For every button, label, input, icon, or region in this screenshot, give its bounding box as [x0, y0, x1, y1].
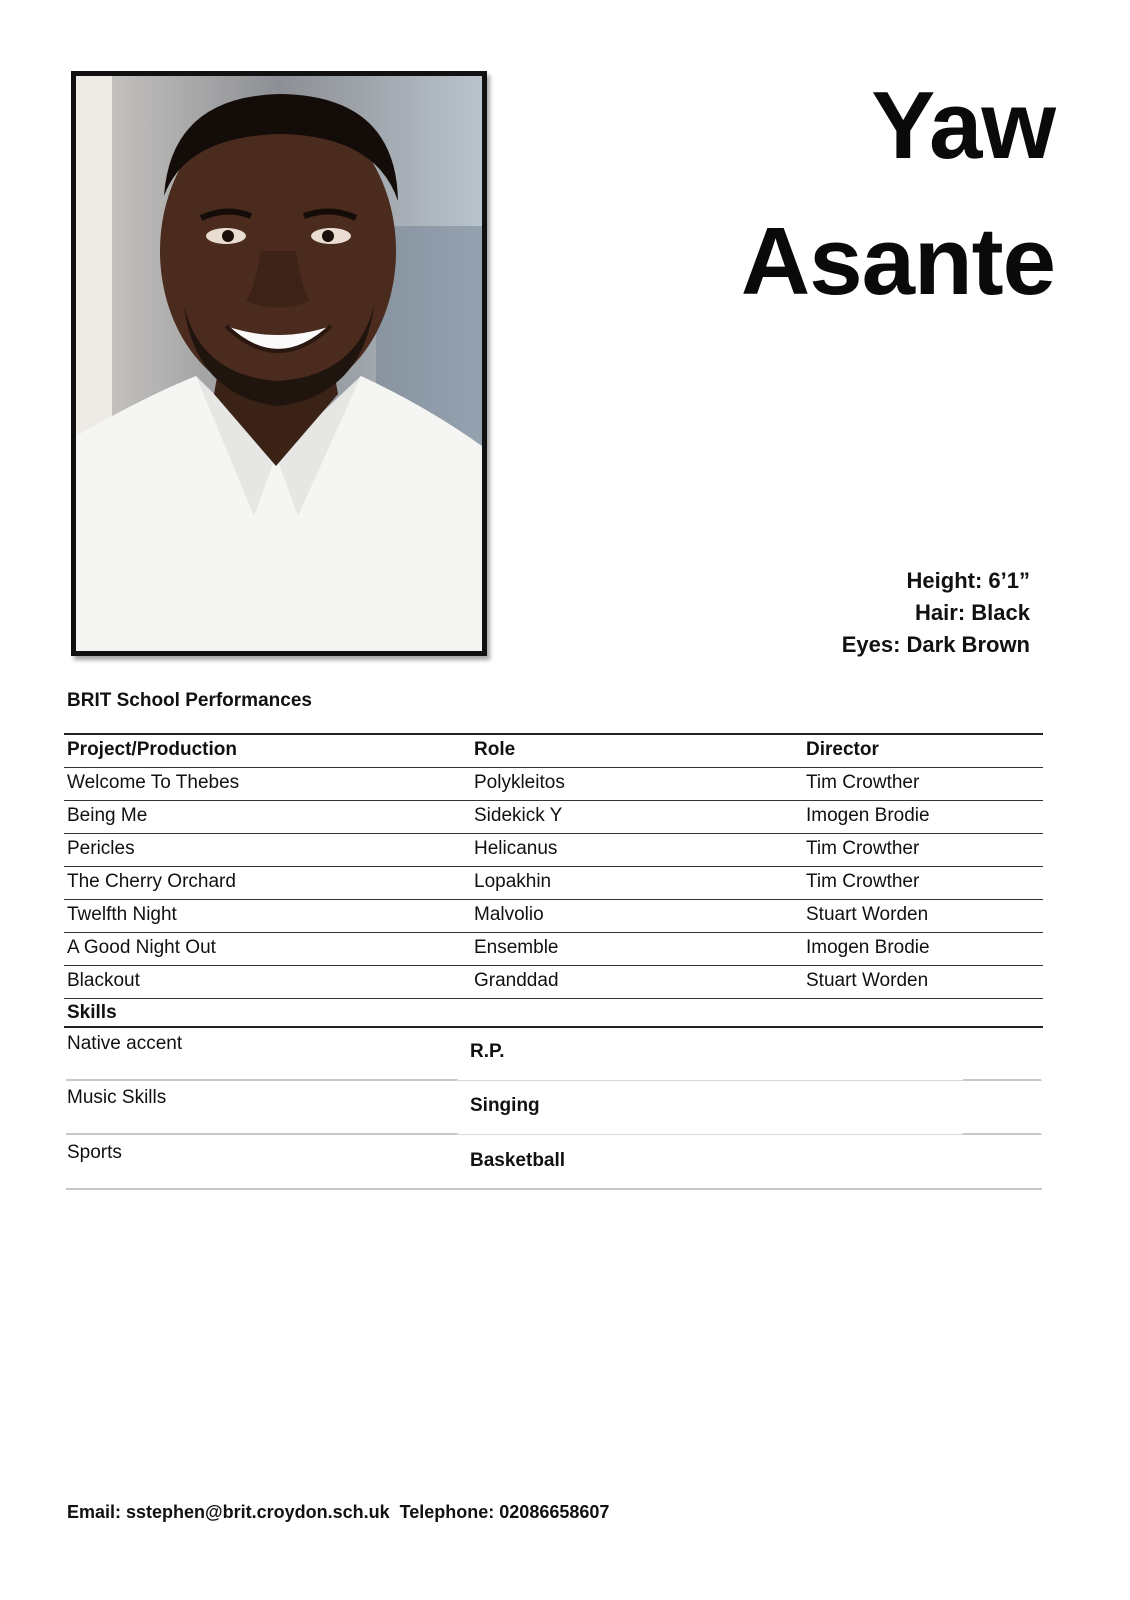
table-row	[64, 965, 1043, 999]
production-cell: Blackout	[67, 970, 140, 991]
skill-row-sports	[64, 1136, 1043, 1190]
table-row	[64, 833, 1043, 866]
director-cell: Tim Crowther	[806, 772, 920, 793]
role-cell: Granddad	[474, 970, 559, 991]
production-cell: A Good Night Out	[67, 937, 216, 958]
column-header-director: Director	[806, 739, 879, 760]
role-cell: Polykleitos	[474, 772, 565, 793]
table-row	[64, 800, 1043, 833]
table-header-row	[64, 733, 1043, 767]
director-cell: Tim Crowther	[806, 871, 920, 892]
production-cell: Being Me	[67, 805, 148, 826]
physical-stats	[842, 565, 1030, 661]
role-cell: Malvolio	[474, 904, 544, 925]
skill-row-accent	[64, 1027, 1043, 1081]
production-cell: Twelfth Night	[67, 904, 177, 925]
skill-row-music	[64, 1081, 1043, 1135]
column-header-production: Project/Production	[67, 739, 237, 760]
height-stat: Height: 6’1”	[906, 568, 1030, 593]
production-cell: Pericles	[67, 838, 135, 859]
table-row	[64, 899, 1043, 932]
production-cell: Welcome To Thebes	[67, 772, 240, 793]
table-row	[64, 932, 1043, 965]
headshot-photo	[71, 71, 487, 656]
role-cell: Helicanus	[474, 838, 558, 859]
skill-value: R.P.	[470, 1041, 505, 1062]
last-name: Asante	[740, 208, 1055, 315]
performances-title: BRIT School Performances	[67, 690, 312, 711]
role-cell: Sidekick Y	[474, 805, 563, 826]
director-cell: Imogen Brodie	[806, 805, 930, 826]
director-cell: Imogen Brodie	[806, 937, 930, 958]
skill-value: Singing	[470, 1095, 540, 1116]
table-row	[64, 866, 1043, 899]
director-cell: Stuart Worden	[806, 904, 929, 925]
director-cell: Tim Crowther	[806, 838, 920, 859]
skill-label: Native accent	[67, 1033, 183, 1054]
contact-footer: Email: sstephen@brit.croydon.sch.uk Telephone: 02086658607	[67, 1502, 610, 1522]
skill-label: Music Skills	[67, 1087, 167, 1108]
role-cell: Ensemble	[474, 937, 559, 958]
table-row	[64, 767, 1043, 800]
eyes-stat: Eyes: Dark Brown	[841, 632, 1030, 657]
skill-value: Basketball	[470, 1150, 566, 1171]
performances-table	[64, 733, 1043, 999]
headshot-illustration	[76, 76, 482, 651]
role-cell: Lopakhin	[474, 871, 552, 892]
skill-rule	[66, 1188, 1042, 1190]
first-name: Yaw	[871, 72, 1055, 179]
skill-rule	[66, 1133, 458, 1135]
director-cell: Stuart Worden	[806, 970, 929, 991]
skill-label: Sports	[67, 1142, 122, 1163]
column-header-role: Role	[474, 739, 516, 760]
hair-stat: Hair: Black	[915, 600, 1030, 625]
production-cell: The Cherry Orchard	[67, 871, 236, 892]
skill-rule	[963, 1133, 1041, 1135]
skills-title: Skills	[67, 1002, 117, 1023]
skill-rule	[456, 1134, 1042, 1135]
